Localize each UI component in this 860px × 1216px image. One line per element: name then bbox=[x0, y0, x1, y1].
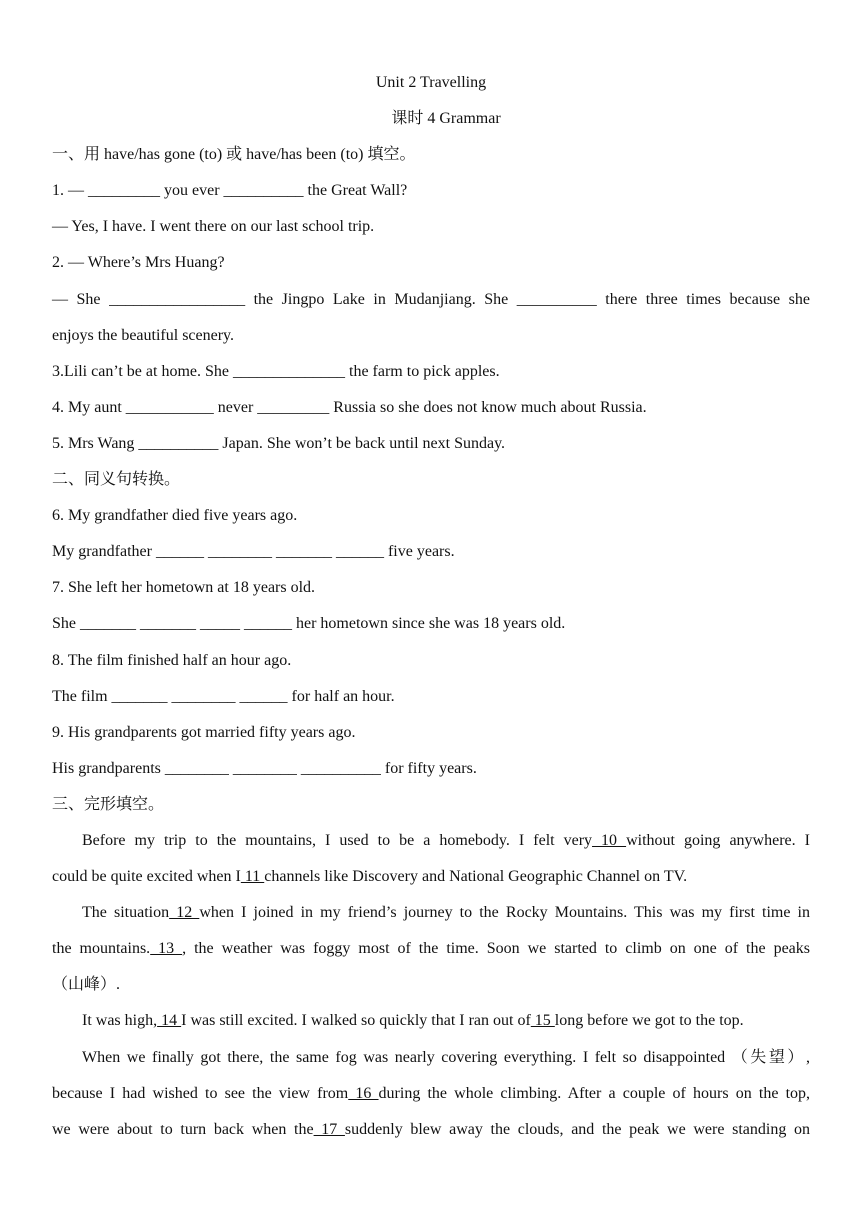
cloze-text: the mountains. bbox=[52, 940, 151, 958]
cloze-text: , the weather was foggy most of the time. Soon we started to climb on one of the peaks bbox=[182, 940, 810, 958]
cloze-text: suddenly blew away the clouds, and the peak we were standing on bbox=[344, 1120, 811, 1138]
section2-heading: 二、同义句转换。 bbox=[52, 471, 181, 489]
cloze-line-9 bbox=[52, 1112, 810, 1148]
cloze-text: we were about to turn back when the bbox=[52, 1120, 314, 1138]
question-8-rewrite: The film _______ ________ ______ for half an hour. bbox=[52, 687, 395, 705]
question-2-line1: — She _________________ the Jingpo Lake in Mudanjiang. She __________ there three times because she bbox=[52, 290, 810, 308]
cloze-text: during the whole climbing. After a couple of hours on the top, bbox=[378, 1084, 811, 1102]
cloze-text: when I joined in my friend’s journey to the Rocky Mountains. This was my first time in bbox=[199, 904, 811, 922]
cloze-blank-14: 14 bbox=[157, 1012, 182, 1030]
cloze-line-3 bbox=[52, 895, 810, 931]
question-7-rewrite: She _______ _______ _____ ______ her hometown since she was 18 years old. bbox=[52, 615, 566, 633]
cloze-text: The situation bbox=[82, 904, 170, 922]
cloze-blank-15: 15 bbox=[530, 1012, 555, 1030]
question-1-answer: — Yes, I have. I went there on our last school trip. bbox=[52, 218, 375, 236]
page-subtitle: 课时 4 Grammar bbox=[391, 110, 501, 128]
question-6-rewrite: My grandfather ______ ________ _______ ______ five years. bbox=[52, 543, 455, 561]
question-2-line2: enjoys the beautiful scenery. bbox=[52, 326, 235, 344]
cloze-text: channels like Discovery and National Geographic Channel on TV. bbox=[264, 868, 688, 886]
worksheet-page bbox=[52, 65, 810, 1148]
question-5: 5. Mrs Wang __________ Japan. She won’t be back until next Sunday. bbox=[52, 434, 506, 452]
cloze-blank-12: 12 bbox=[169, 904, 200, 922]
question-8: 8. The film finished half an hour ago. bbox=[52, 651, 292, 669]
question-7: 7. She left her hometown at 18 years old. bbox=[52, 579, 316, 597]
question-1: 1. — _________ you ever __________ the Great Wall? bbox=[52, 182, 408, 200]
question-2: 2. — Where’s Mrs Huang? bbox=[52, 254, 225, 272]
cloze-line-7: When we finally got there, the same fog was nearly covering everything. I felt so disappointed （失望）, bbox=[82, 1048, 810, 1066]
page-title: Unit 2 Travelling bbox=[375, 74, 487, 91]
question-4: 4. My aunt ___________ never _________ Russia so she does not know much about Russia. bbox=[52, 398, 647, 416]
cloze-text: Before my trip to the mountains, I used to be a homebody. I felt very bbox=[82, 831, 593, 849]
cloze-text: I was still excited. I walked so quickly that I ran out of bbox=[181, 1012, 531, 1030]
section3-heading: 三、完形填空。 bbox=[52, 795, 165, 813]
cloze-text: It was high, bbox=[82, 1012, 158, 1030]
cloze-blank-16: 16 bbox=[348, 1084, 379, 1102]
cloze-line-1 bbox=[52, 823, 810, 859]
cloze-line-2 bbox=[52, 859, 810, 895]
question-9-rewrite: His grandparents ________ ________ __________ for fifty years. bbox=[52, 759, 477, 777]
cloze-blank-11: 11 bbox=[240, 868, 265, 886]
cloze-blank-13: 13 bbox=[150, 940, 183, 958]
cloze-text: long before we got to the top. bbox=[554, 1012, 744, 1030]
question-3: 3.Lili can’t be at home. She ______________ the farm to pick apples. bbox=[52, 362, 500, 380]
cloze-line-6 bbox=[52, 1003, 810, 1039]
cloze-line-8 bbox=[52, 1076, 810, 1112]
cloze-text: without going anywhere. I bbox=[626, 831, 810, 849]
cloze-text: could be quite excited when I bbox=[52, 868, 241, 886]
cloze-blank-17: 17 bbox=[313, 1120, 345, 1138]
question-6: 6. My grandfather died five years ago. bbox=[52, 507, 298, 525]
section1-heading: 一、用 have/has gone (to) 或 have/has been (to) 填空。 bbox=[52, 146, 416, 164]
cloze-line-4 bbox=[52, 931, 810, 967]
cloze-blank-10: 10 bbox=[592, 831, 627, 849]
question-9: 9. His grandparents got married fifty years ago. bbox=[52, 723, 356, 741]
cloze-text: because I had wished to see the view from bbox=[52, 1084, 349, 1102]
cloze-line-5: （山峰）. bbox=[52, 976, 121, 994]
